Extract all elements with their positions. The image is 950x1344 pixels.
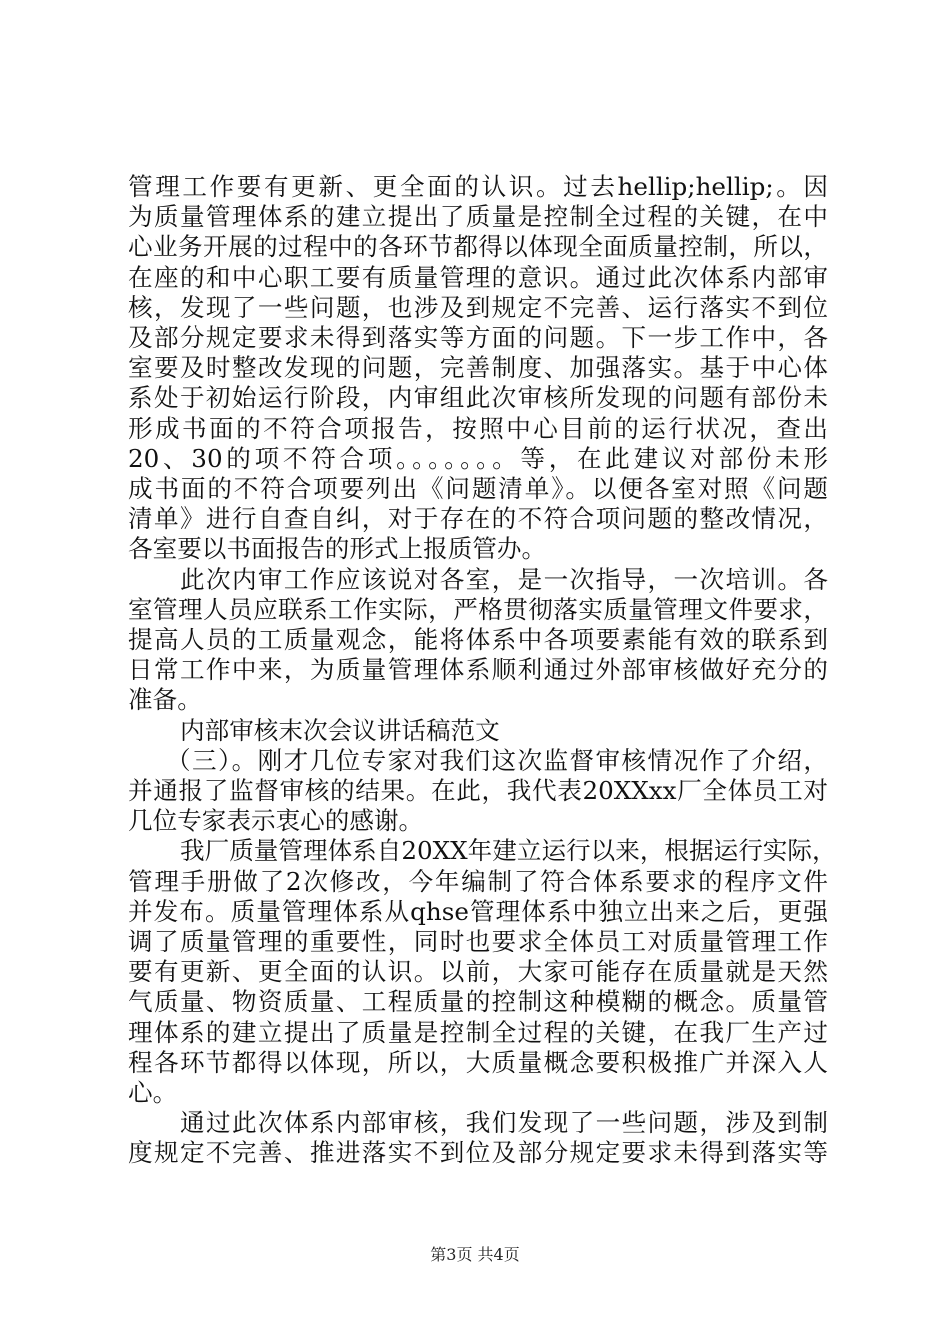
text-line: 心业务开展的过程中的各环节都得以体现全面质量控制，所以， xyxy=(128,232,828,262)
text-line: 并发布。质量管理体系从qhse管理体系中独立出来之后，更强 xyxy=(128,896,828,926)
section-heading: 内部审核末次会议讲话稿范文 xyxy=(180,715,500,745)
text-line: 度规定不完善、推进落实不到位及部分规定要求未得到落实等 xyxy=(128,1138,828,1168)
text-line: 准备。 xyxy=(128,685,202,715)
text-line: 室管理人员应联系工作实际，严格贯彻落实质量管理文件要求， xyxy=(128,594,828,624)
text-line: 各室要以书面报告的形式上报质管办。 xyxy=(128,534,547,564)
text-line: 在座的和中心职工要有质量管理的意识。通过此次体系内部审 xyxy=(128,262,828,292)
text-line: 系处于初始运行阶段，内审组此次审核所发现的问题有部份未 xyxy=(128,383,828,413)
text-line: 管理工作要有更新、更全面的认识。过去hellip;hellip;。因 xyxy=(128,172,828,201)
text-line: 理体系的建立提出了质量是控制全过程的关键，在我厂生产过 xyxy=(128,1017,828,1047)
text-line: 程各环节都得以体现，所以，大质量概念要积极推广并深入人 xyxy=(128,1047,828,1077)
text-line: 气质量、物资质量、工程质量的控制这种模糊的概念。质量管 xyxy=(128,987,828,1017)
text-line: 形成书面的不符合项报告，按照中心目前的运行状况，查出 xyxy=(128,413,828,443)
paragraph-first-line: （三）。刚才几位专家对我们这次监督审核情况作了介绍， xyxy=(166,745,828,775)
text-line: 调了质量管理的重要性，同时也要求全体员工对质量管理工作 xyxy=(128,927,828,956)
text-line: 要有更新、更全面的认识。以前，大家可能存在质量就是天然 xyxy=(128,957,828,987)
text-line: 20、30的项不符合项。。。。。。。等，在此建议对部份未形 xyxy=(128,443,828,473)
text-line: 室要及时整改发现的问题，完善制度、加强落实。基于中心体 xyxy=(128,353,828,383)
text-line: 为质量管理体系的建立提出了质量是控制全过程的关键，在中 xyxy=(128,202,828,232)
text-line: 心。 xyxy=(128,1078,178,1107)
text-line: 核，发现了一些问题，也涉及到规定不完善、运行落实不到位 xyxy=(128,292,828,322)
text-line: 日常工作中来，为质量管理体系顺利通过外部审核做好充分的 xyxy=(128,655,828,685)
text-line: 并通报了监督审核的结果。在此，我代表20XXxx厂全体员工对 xyxy=(128,776,828,805)
text-line: 成书面的不符合项要列出《问题清单》。以便各室对照《问题 xyxy=(128,474,828,503)
text-line: 提高人员的工质量观念，能将体系中各项要素能有效的联系到 xyxy=(128,625,828,654)
paragraph-first-line: 通过此次体系内部审核，我们发现了一些问题，涉及到制 xyxy=(180,1108,828,1138)
text-line: 几位专家表示衷心的感谢。 xyxy=(128,806,424,836)
paragraph-first-line: 此次内审工作应该说对各室，是一次指导，一次培训。各 xyxy=(180,564,828,594)
text-line: 及部分规定要求未得到落实等方面的问题。下一步工作中，各 xyxy=(128,323,828,352)
paragraph-first-line: 我厂质量管理体系自20XX年建立运行以来，根据运行实际， xyxy=(180,836,837,866)
page-footer: 第3页 共4页 xyxy=(430,1245,520,1264)
text-line: 清单》进行自查自纠，对于存在的不符合项问题的整改情况， xyxy=(128,504,828,534)
text-line: 管理手册做了2次修改，今年编制了符合体系要求的程序文件 xyxy=(128,866,828,896)
